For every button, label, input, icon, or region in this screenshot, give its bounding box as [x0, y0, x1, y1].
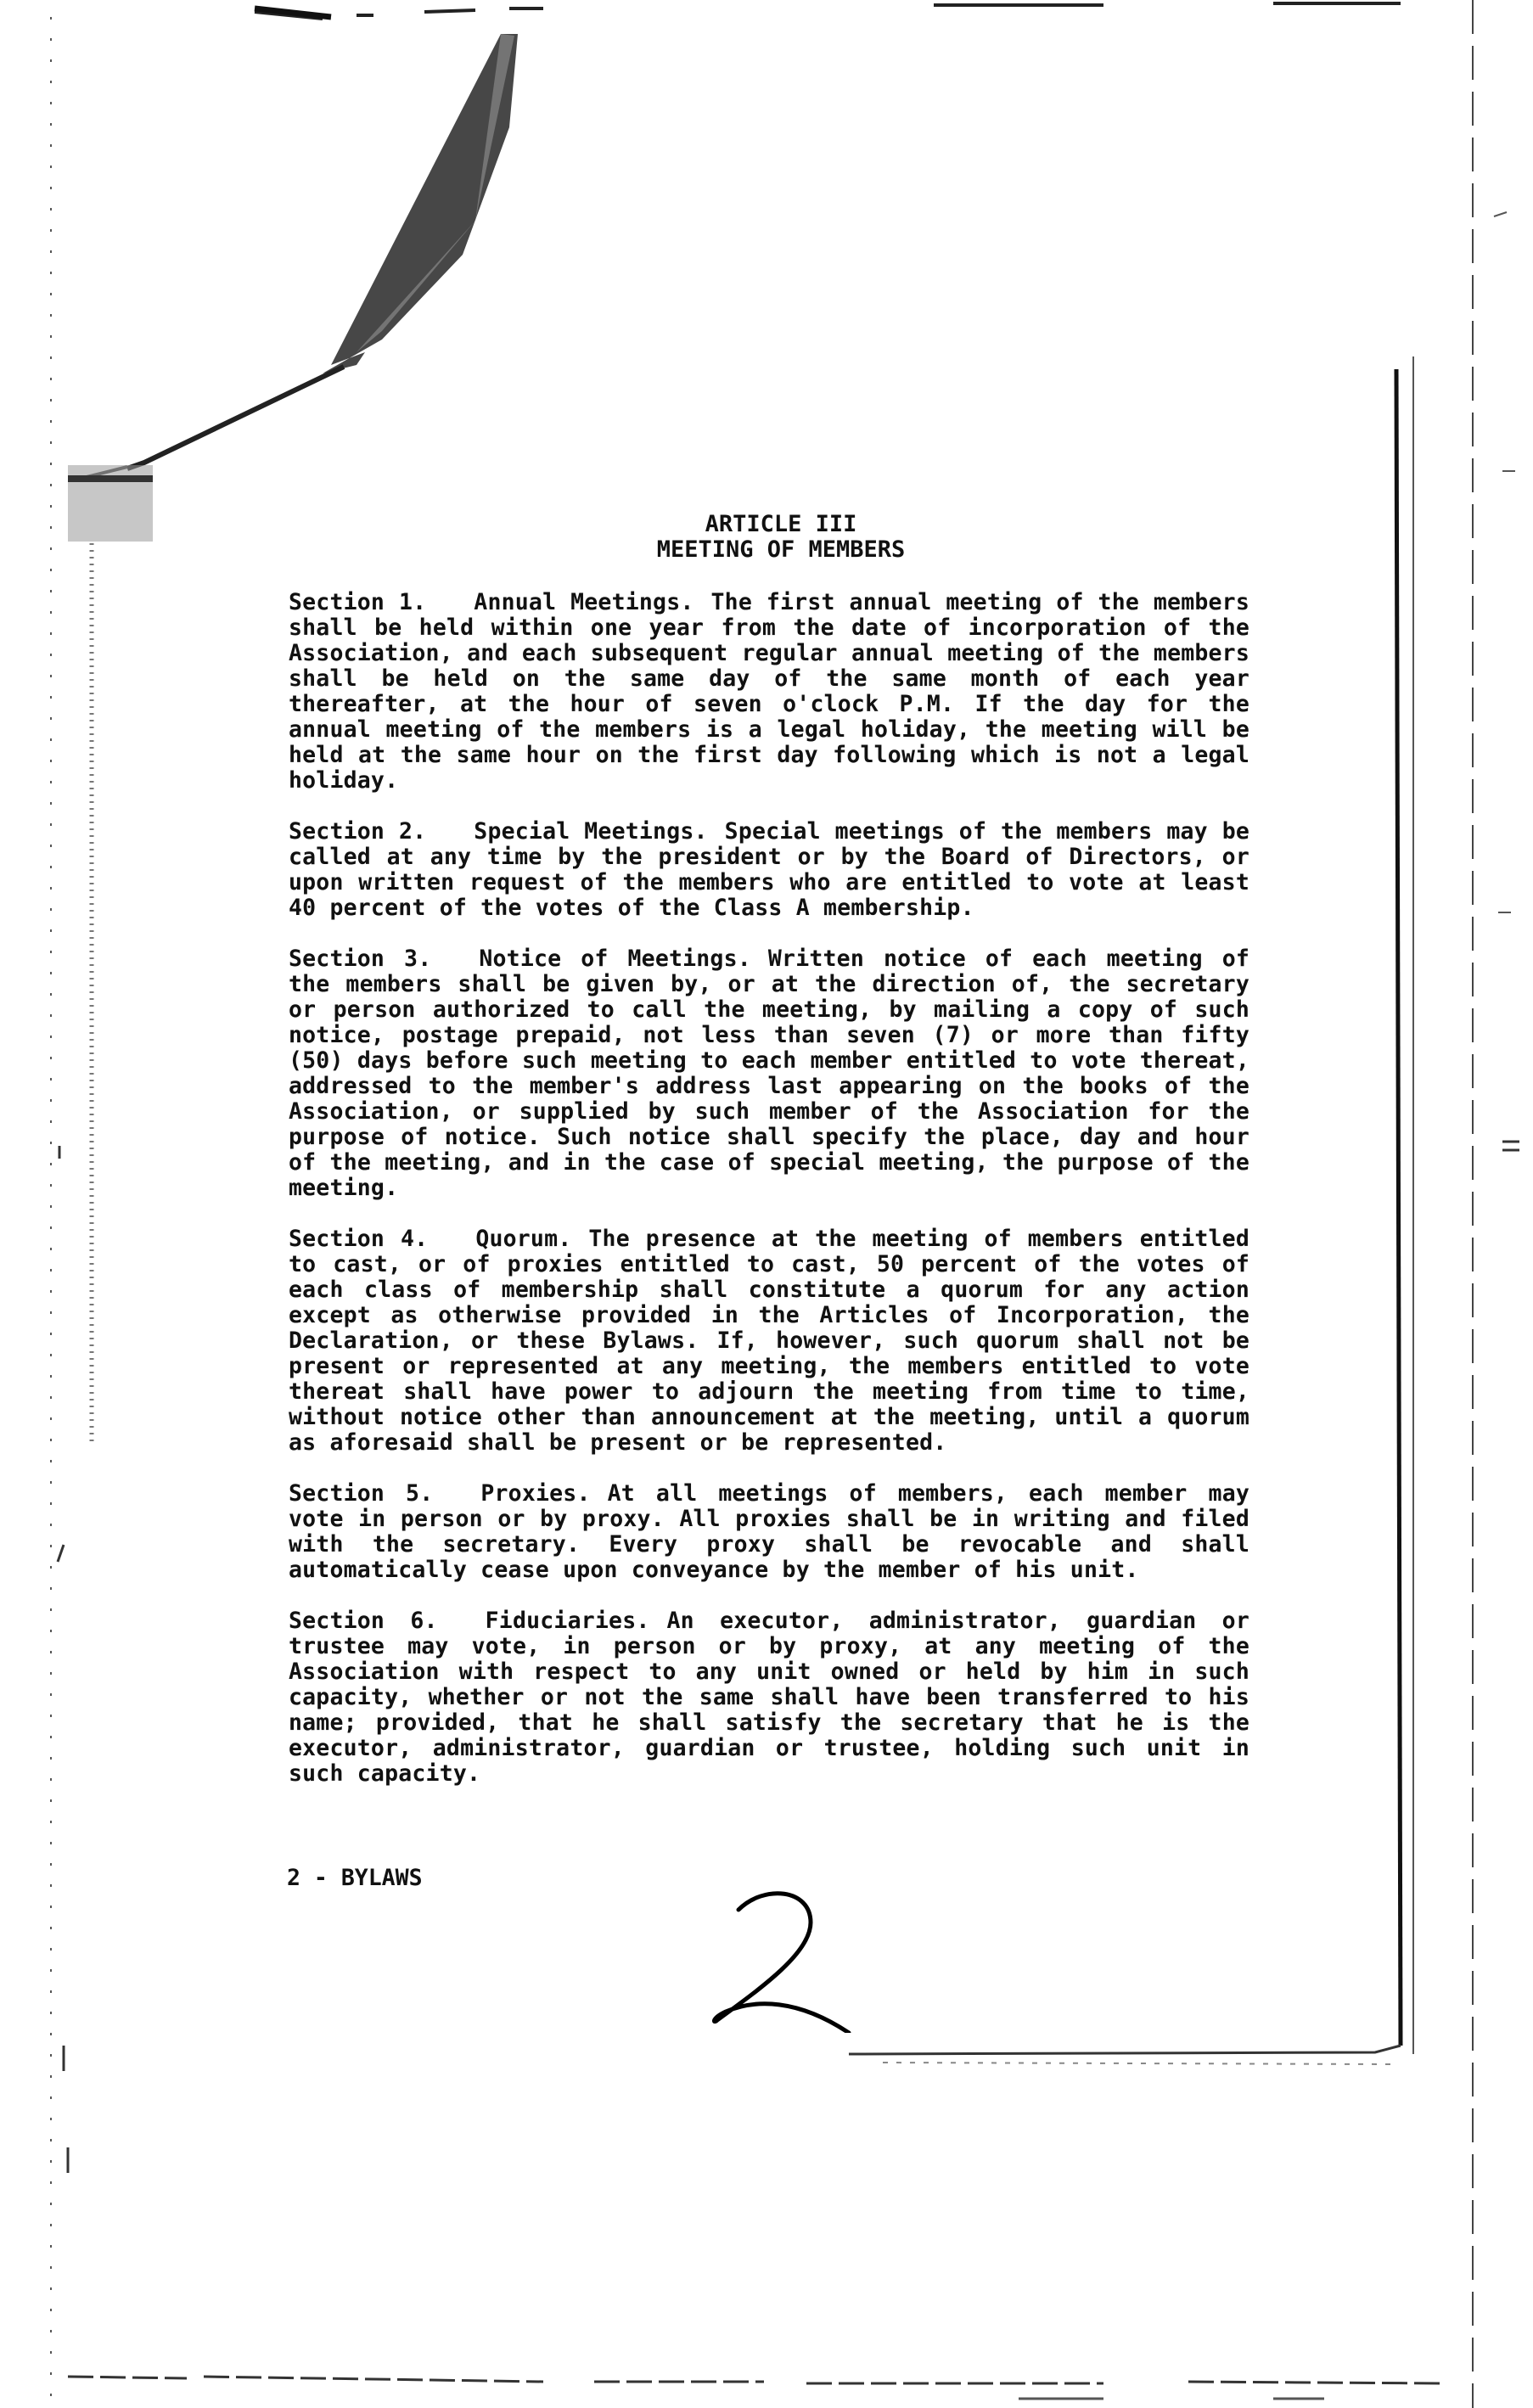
section-title: Notice of Meetings. — [479, 946, 751, 972]
handwritten-page-number — [705, 1884, 857, 2033]
article-number: ARTICLE III — [705, 511, 857, 537]
section-text: Special meetings of the members may be called at any time by the president or by the Board of Directors, or upon written request of the members who are entitled to vote at least 40 percent of the votes of the Class A membership. — [289, 818, 1250, 921]
section-text: An executor, administrator, guardian or trustee may vote, in person or by proxy, at any meeting of the Association with respect to any unit owned or held by him in such capacity, whether or not the same shall have been transferred to his name; provided, that he shall satisfy the secretary that he is the executor, administrator, guardian or trustee, holding such unit in such capacity. — [289, 1608, 1249, 1787]
section-annual-meetings — [289, 590, 1249, 794]
article-heading — [289, 512, 1273, 563]
section-title: Special Meetings. — [474, 818, 708, 845]
article-title: MEETING OF MEMBERS — [656, 536, 906, 563]
section-title: Annual Meetings. — [474, 589, 694, 615]
section-number: Section 5. — [289, 1480, 434, 1507]
section-text: Written notice of each meeting of the members shall be given by, or at the direction of, the secretary or person authorized to call the meeting, by mailing a copy of such notice, postage prepaid, not less than seven (7) or more than fifty (50) days before such meeting to each member entitled to vote thereat, addressed to the member's address last appearing on the books of the Association, or supplied by such member of the Association for the purpose of notice. Such notice shall specify the place, day and hour of the meeting, and in the case of special meeting, the purpose of the meeting. — [289, 946, 1250, 1201]
section-fiduciaries — [289, 1608, 1249, 1787]
section-number: Section 1. — [289, 589, 427, 615]
bylaws-body — [289, 590, 1249, 1812]
section-number: Section 4. — [289, 1226, 429, 1252]
section-quorum — [289, 1226, 1249, 1456]
section-text: The presence at the meeting of members entitled to cast, or of proxies entitled to cast, 50 percent of the votes of each class of membership shall constitute a quorum for any action except as otherwise provided in the Articles of Incorporation, the Declaration, or these Bylaws. If, however, such quorum shall not be present or represented at any meeting, the members entitled to vote thereat shall have power to adjourn the meeting from time to time, without notice other than announcement at the meeting, until a quorum as aforesaid shall be present or be represented. — [289, 1226, 1249, 1456]
section-title: Proxies. — [480, 1480, 591, 1507]
section-title: Quorum. — [475, 1226, 572, 1252]
section-number: Section 2. — [289, 818, 427, 845]
section-text: At all meetings of members, each member may vote in person or by proxy. All proxies shall be in writing and filed with the secretary. Every proxy shall be revocable and shall automatically cease upon conveyance by the member of his unit. — [289, 1480, 1250, 1583]
section-special-meetings — [289, 819, 1249, 921]
page-footer: 2 - BYLAWS — [287, 1865, 423, 1891]
section-notice-of-meetings — [289, 946, 1249, 1201]
section-number: Section 6. — [289, 1608, 438, 1634]
section-number: Section 3. — [289, 946, 432, 972]
section-title: Fiduciaries. — [485, 1608, 650, 1634]
section-proxies — [289, 1481, 1249, 1583]
section-text: The first annual meeting of the members shall be held within one year from the date of incorporation of the Association, and each subsequent regular annual meeting of the members shall be held on the same day of the same month of each year thereafter, at the hour of seven o'clock P.M. If the day for the annual meeting of the members is a legal holiday, the meeting will be held at the same hour on the first day following which is not a legal holiday. — [289, 589, 1249, 794]
